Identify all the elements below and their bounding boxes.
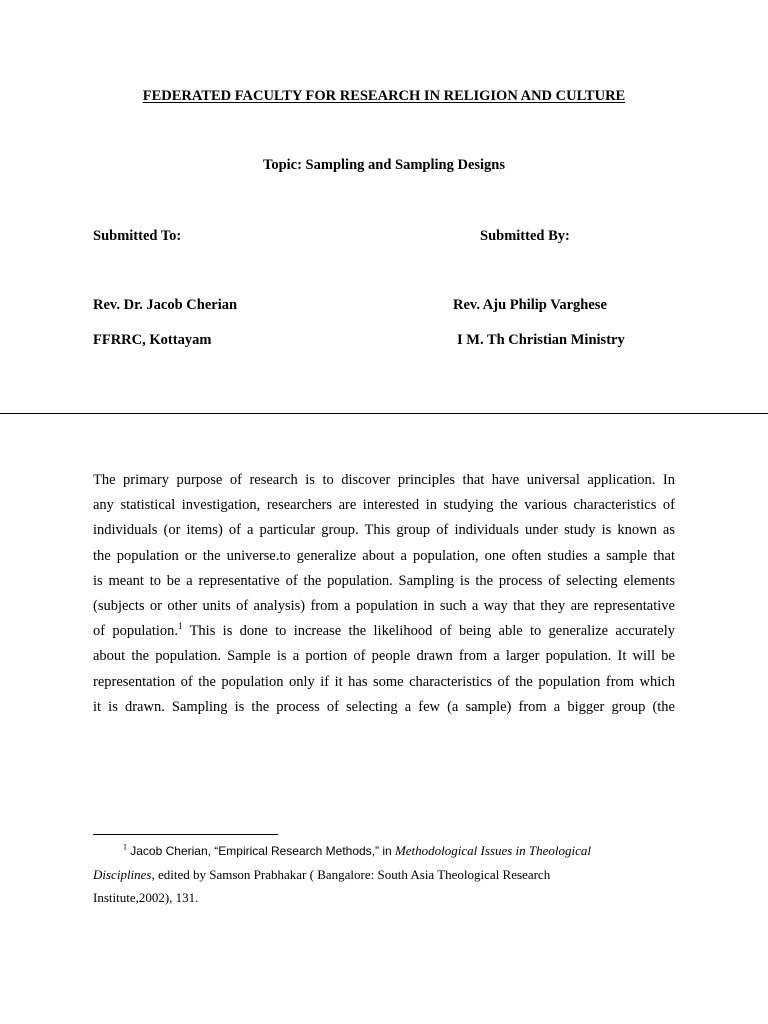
body-line: it is drawn. Sampling is the process of selecting a few (a sample) from a bigger group (the: [93, 698, 675, 715]
footnote-reference[interactable]: 1: [178, 621, 183, 632]
section-divider: [0, 413, 768, 414]
footnote: [93, 839, 653, 909]
body-line: any statistical investigation, researchers are interested in studying the various characteristics of: [93, 497, 675, 514]
body-line: about the population. Sample is a portion of people drawn from a larger population. It will be: [93, 648, 675, 665]
body-line: representation of the population only if it has some characteristics of the population from which: [93, 673, 675, 690]
submitter-name: Rev. Aju Philip Varghese: [453, 297, 607, 313]
footnote-line: [93, 839, 653, 863]
footnote-book-title: Methodological Issues in Theological: [394, 843, 592, 858]
footnote-author: Jacob Cherian, “Empirical Research Methods,” in: [130, 844, 392, 858]
footnote-marker: 1: [123, 842, 127, 852]
body-line-part: of population.: [93, 623, 179, 640]
body-line-part: This is done to increase the likelihood of being able to generalize accurately: [189, 623, 675, 640]
footnote-book-title-cont: Disciplines: [93, 867, 152, 882]
body-line: individuals (or items) of a particular group. This group of individuals under study is known as: [93, 522, 675, 539]
body-paragraph: [93, 468, 675, 720]
submitter-affiliation: I M. Th Christian Ministry: [457, 332, 625, 348]
recipient-name: Rev. Dr. Jacob Cherian: [93, 297, 238, 313]
footnote-separator: [93, 834, 278, 835]
institution-title: FEDERATED FACULTY FOR RESEARCH IN RELIGION AND CULTURE: [142, 88, 626, 104]
body-line-with-footnote: [93, 619, 675, 644]
footnote-line: Institute,2002), 131.: [93, 890, 199, 905]
body-line: (subjects or other units of analysis) from a population in such a way that they are representative: [93, 597, 675, 614]
submitted-to-label: Submitted To:: [93, 228, 182, 244]
footnote-line: [93, 863, 653, 886]
footnote-publication: , edited by Samson Prabhakar ( Bangalore: South Asia Theological Research: [151, 867, 551, 882]
recipient-affiliation: FFRRC, Kottayam: [93, 332, 212, 348]
submitted-by-label: Submitted By:: [480, 228, 570, 244]
body-line: is meant to be a representative of the population. Sampling is the process of selecting elements: [93, 572, 675, 589]
topic-heading: Topic: Sampling and Sampling Designs: [262, 157, 506, 173]
body-line: the population or the universe.to generalize about a population, one often studies a sample that: [93, 547, 675, 564]
body-line: The primary purpose of research is to discover principles that have universal application. In: [93, 472, 675, 488]
